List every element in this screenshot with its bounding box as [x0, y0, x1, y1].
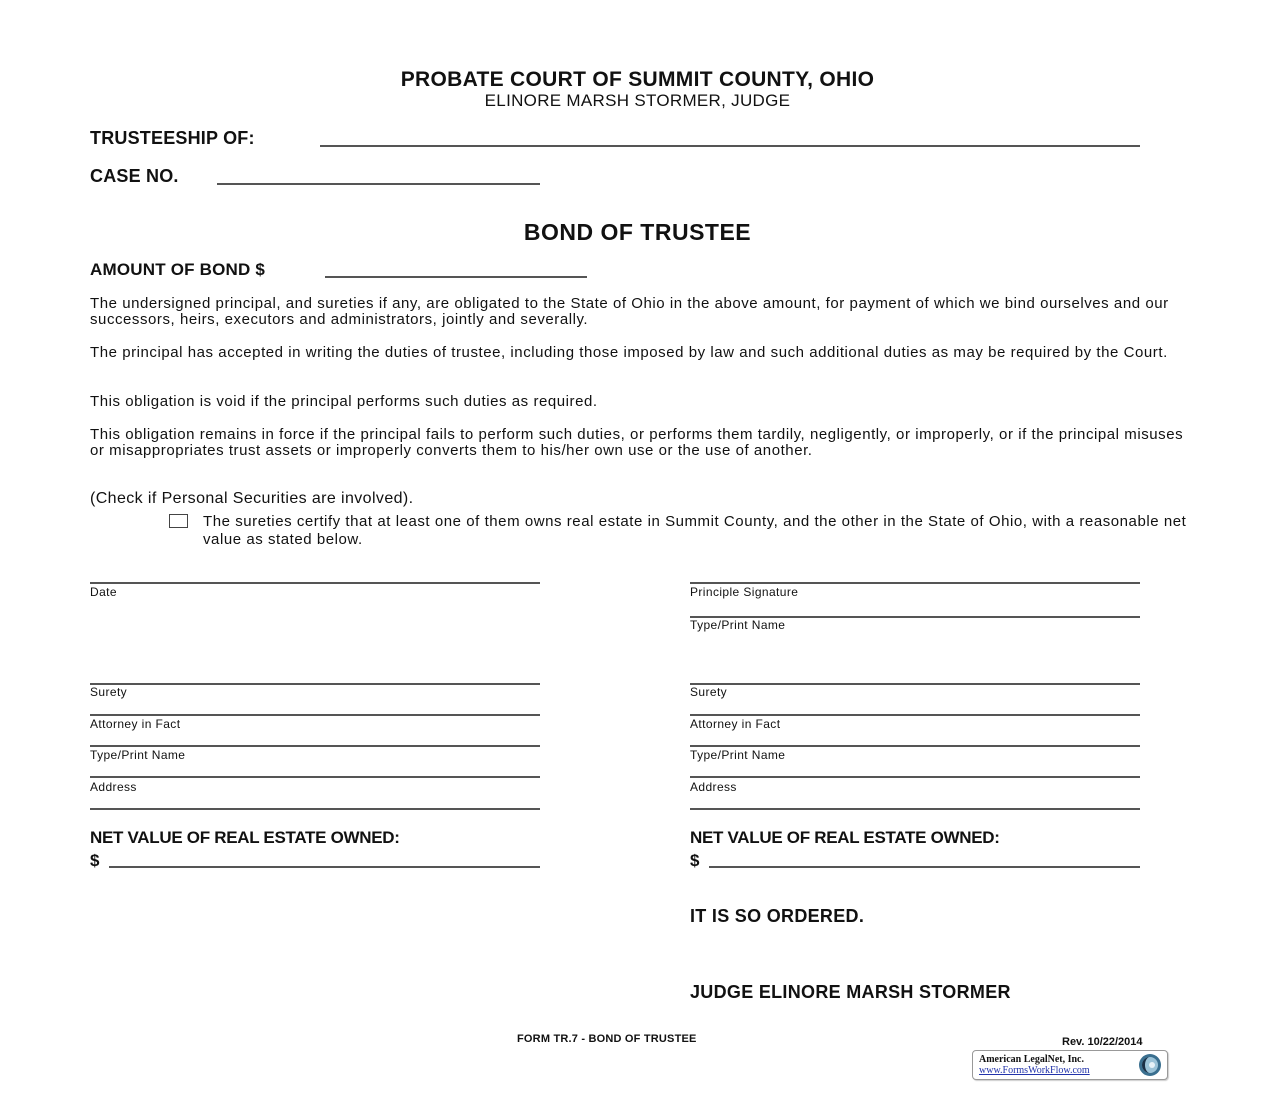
amount-label: AMOUNT OF BOND $ — [90, 260, 266, 279]
left-attorney-label: Attorney in Fact — [90, 717, 181, 731]
date-label: Date — [90, 585, 117, 599]
form-id: FORM TR.7 - BOND OF TRUSTEE — [517, 1033, 697, 1045]
right-print-name-label: Type/Print Name — [690, 748, 786, 762]
left-address-label: Address — [90, 780, 137, 794]
right-address-label: Address — [690, 780, 737, 794]
right-address-bottom-line[interactable] — [690, 808, 1140, 810]
judge-name: ELINORE MARSH STORMER, JUDGE — [484, 91, 791, 110]
principal-signature-line[interactable] — [690, 582, 1140, 584]
left-net-value-field[interactable] — [109, 866, 540, 868]
right-dollar-sign: $ — [690, 851, 700, 870]
trusteeship-label: TRUSTEESHIP OF: — [90, 128, 255, 148]
principal-print-name-label: Type/Print Name — [690, 618, 786, 632]
vendor-link[interactable]: www.FormsWorkFlow.com — [979, 1065, 1090, 1076]
right-address-line[interactable] — [690, 776, 1140, 778]
paragraph-void: This obligation is void if the principal performs such duties as required. — [90, 393, 598, 410]
judge-signature: JUDGE ELINORE MARSH STORMER — [690, 982, 1011, 1002]
date-line[interactable] — [90, 582, 540, 584]
right-net-value-label: NET VALUE OF REAL ESTATE OWNED: — [690, 828, 1000, 847]
left-dollar-sign: $ — [90, 851, 100, 870]
principal-signature-label: Principle Signature — [690, 585, 799, 599]
right-surety-label: Surety — [690, 685, 728, 699]
right-surety-line[interactable] — [690, 683, 1140, 685]
left-address-line[interactable] — [90, 776, 540, 778]
form-title: BOND OF TRUSTEE — [523, 219, 752, 245]
paragraph-obligation: The undersigned principal, and sureties if any, are obligated to the State of Ohio in the above amount, for payment of which we bind ourselves and our successors, heirs, executors and administrators, jointly and severally. — [90, 295, 1169, 328]
left-address-bottom-line[interactable] — [90, 808, 540, 810]
left-surety-label: Surety — [90, 685, 128, 699]
left-net-value-label: NET VALUE OF REAL ESTATE OWNED: — [90, 828, 400, 847]
amount-field[interactable] — [325, 276, 587, 278]
so-ordered: IT IS SO ORDERED. — [690, 906, 865, 926]
revision-date: Rev. 10/22/2014 — [1062, 1036, 1143, 1048]
right-attorney-label: Attorney in Fact — [690, 717, 781, 731]
left-print-name-line[interactable] — [90, 745, 540, 747]
globe-logo-icon — [1138, 1053, 1162, 1077]
left-print-name-label: Type/Print Name — [90, 748, 186, 762]
case-no-field[interactable] — [217, 183, 540, 185]
right-print-name-line[interactable] — [690, 745, 1140, 747]
paragraph-in-force: This obligation remains in force if the principal fails to perform such duties, or performs them tardily, negligently, or improperly, or if the principal misuses or misappropriates trust assets or improperly converts them to his/her own use or the use of another. — [90, 426, 1184, 459]
vendor-name: American LegalNet, Inc. — [979, 1054, 1084, 1065]
personal-securities-checkbox[interactable] — [169, 514, 188, 528]
right-attorney-line[interactable] — [690, 714, 1140, 716]
court-name: PROBATE COURT OF SUMMIT COUNTY, OHIO — [400, 68, 875, 91]
right-net-value-field[interactable] — [709, 866, 1140, 868]
securities-note: (Check if Personal Securities are involved). — [90, 490, 414, 507]
left-attorney-line[interactable] — [90, 714, 540, 716]
paragraph-duties: The principal has accepted in writing the duties of trustee, including those imposed by law and such additional duties as may be required by the Court. — [90, 344, 1168, 361]
trusteeship-field[interactable] — [320, 145, 1140, 147]
left-surety-line[interactable] — [90, 683, 540, 685]
case-no-label: CASE NO. — [90, 166, 179, 186]
vendor-badge[interactable] — [972, 1050, 1168, 1080]
surety-certification: The sureties certify that at least one of them owns real estate in Summit County, and the other in the State of Ohio, with a reasonable net value as stated below. — [203, 513, 1187, 548]
